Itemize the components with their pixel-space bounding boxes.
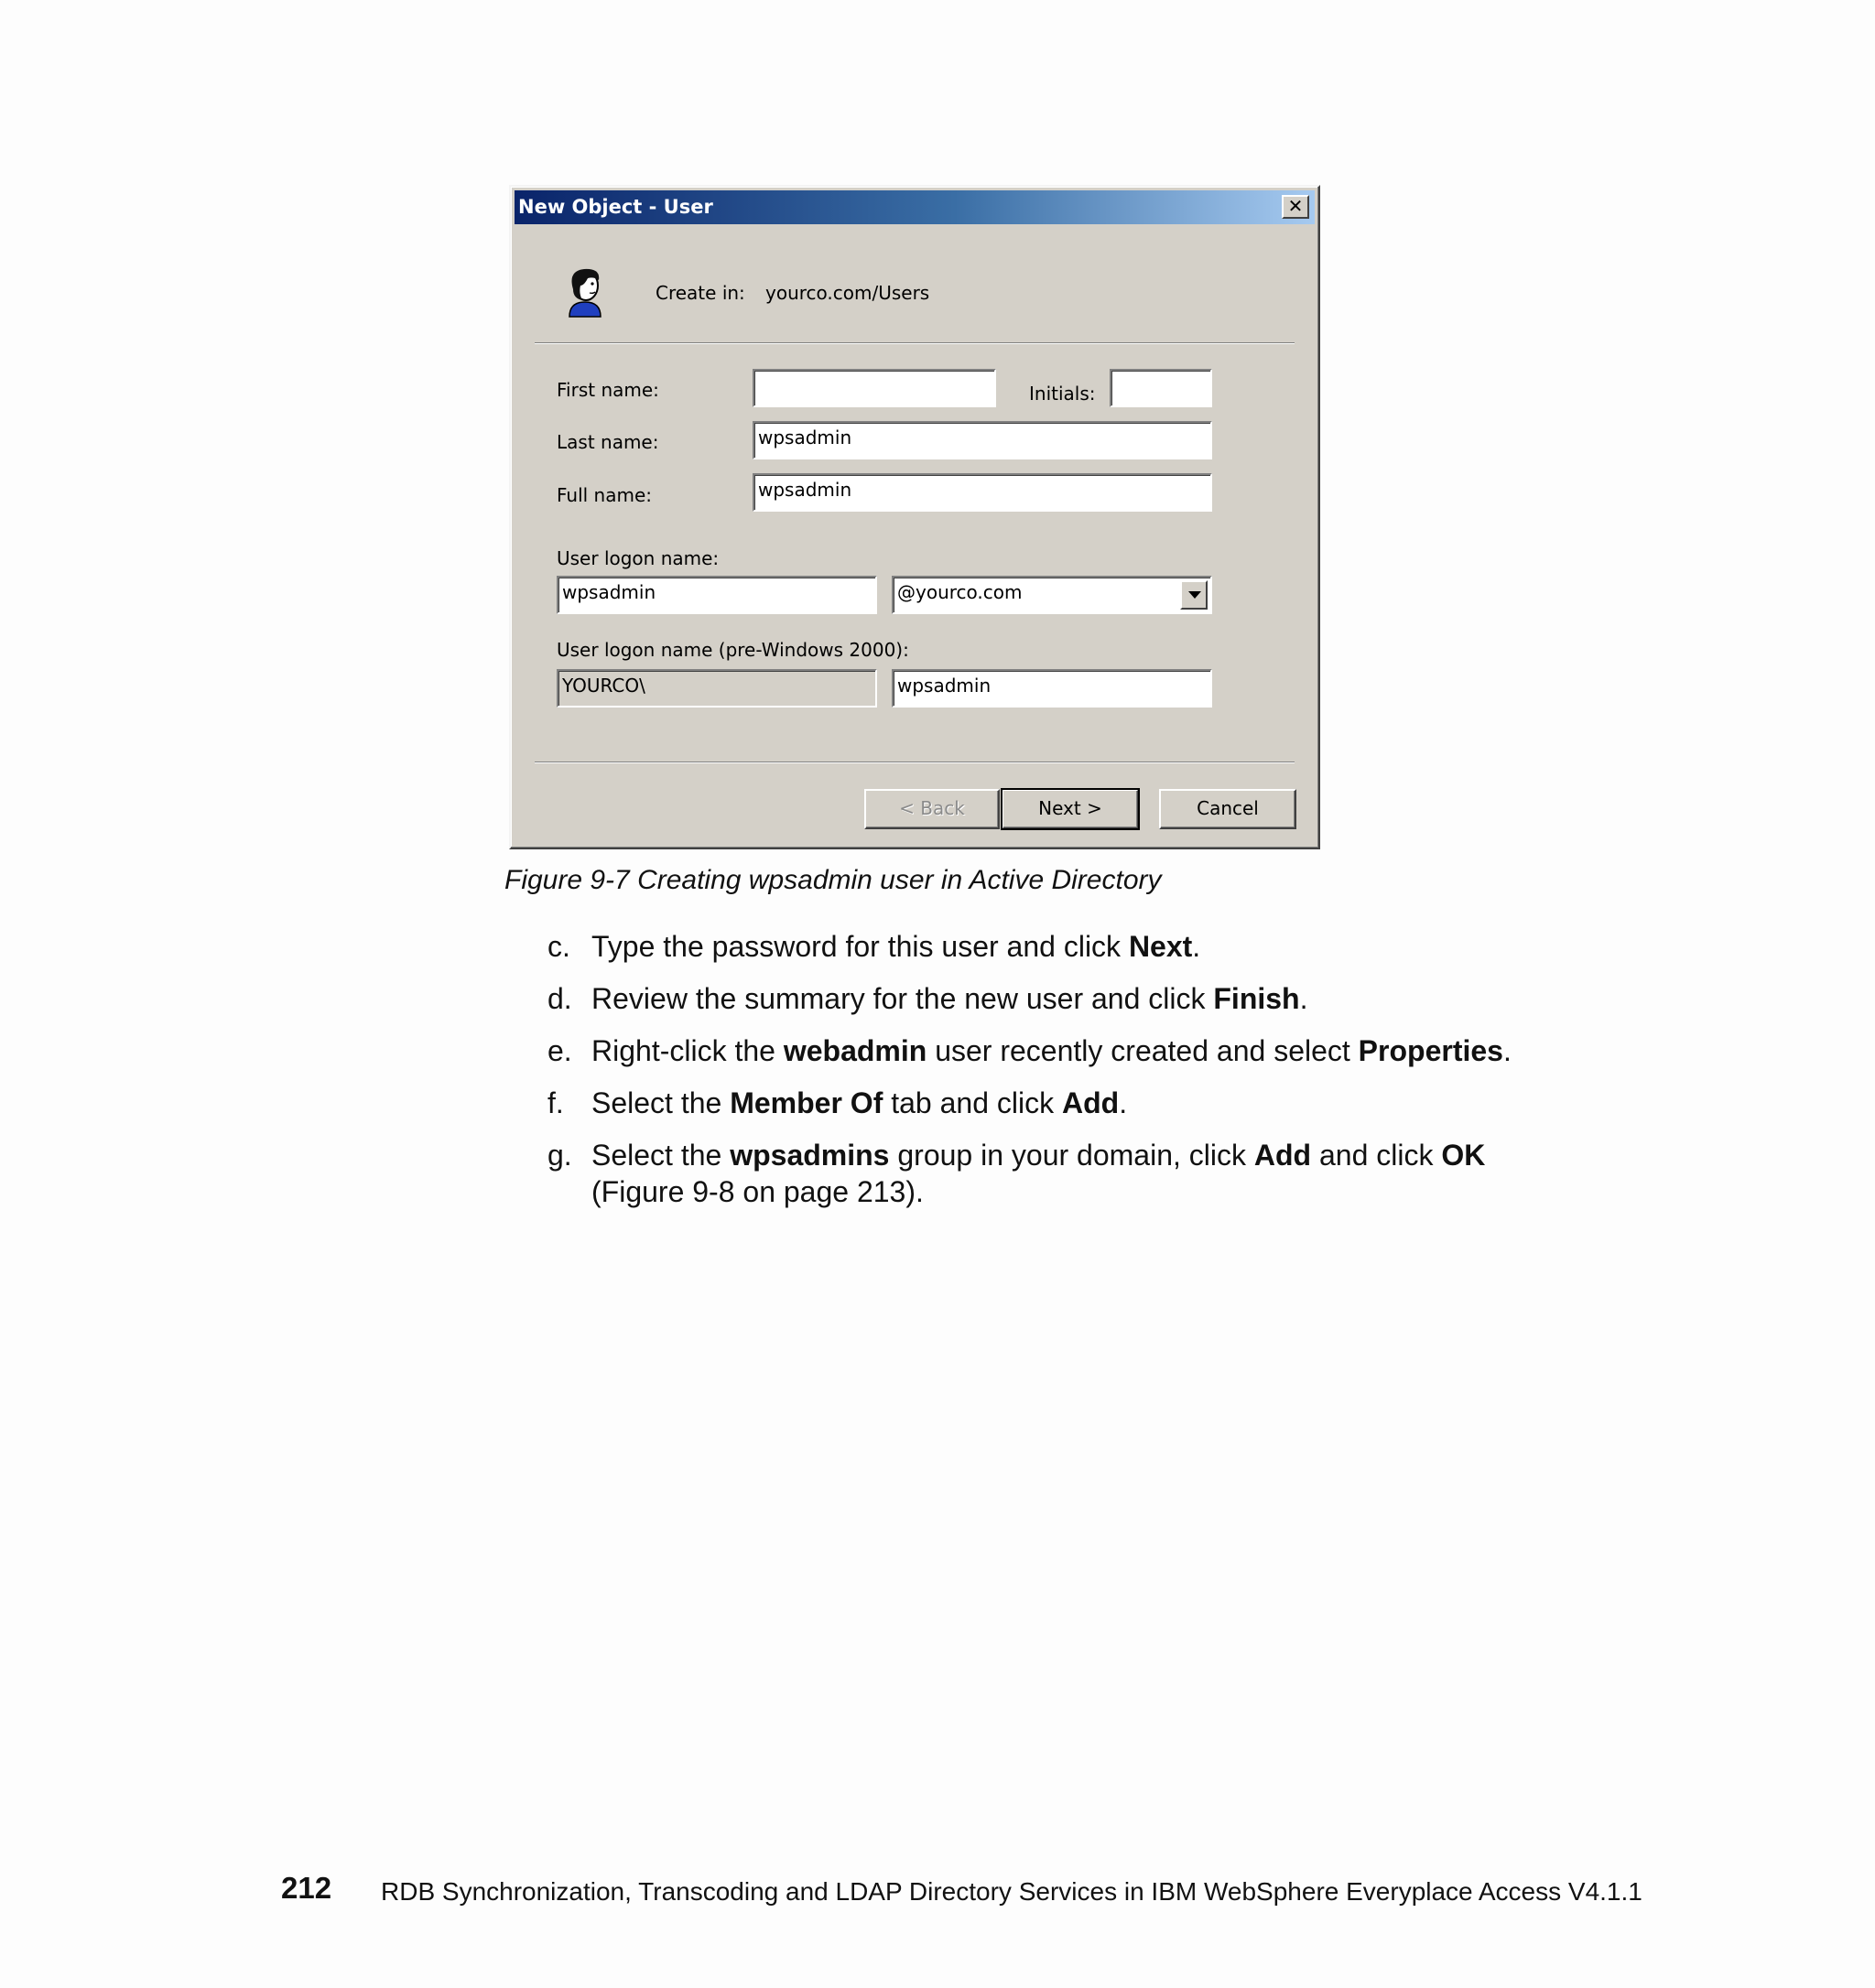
full-name-label: Full name: <box>557 484 653 506</box>
step-text: tab and click <box>883 1086 1062 1119</box>
step-bold-text: wpsadmins <box>730 1139 890 1172</box>
instruction-steps <box>547 928 1512 1226</box>
step-text: . <box>1119 1086 1128 1119</box>
pre2000-domain-field: YOURCO\ <box>557 669 877 708</box>
step-c <box>547 928 1512 965</box>
cancel-button[interactable]: Cancel <box>1159 789 1296 829</box>
step-text: . <box>1299 982 1308 1015</box>
step-g <box>547 1137 1512 1210</box>
step-bold-text: Properties <box>1358 1034 1503 1067</box>
new-object-user-dialog <box>509 185 1320 849</box>
pre2000-logon-field[interactable]: wpsadmin <box>892 669 1212 708</box>
create-in-value: yourco.com/Users <box>765 282 930 304</box>
step-text: Right-click the <box>591 1034 784 1067</box>
top-separator <box>535 342 1295 344</box>
step-text: user recently created and select <box>927 1034 1359 1067</box>
first-name-label: First name: <box>557 379 659 401</box>
step-letter: e. <box>547 1034 572 1067</box>
step-letter: d. <box>547 982 572 1015</box>
step-text: Type the password for this user and click <box>591 930 1129 963</box>
step-bold-text: OK <box>1441 1139 1486 1172</box>
logon-name-label: User logon name: <box>557 547 720 569</box>
back-button[interactable]: < Back <box>864 789 1000 829</box>
step-letter: f. <box>547 1086 564 1119</box>
step-text: . <box>1502 1034 1512 1067</box>
initials-label: Initials: <box>1029 383 1096 405</box>
step-letter: g. <box>547 1139 572 1172</box>
create-in-label: Create in: <box>656 282 745 304</box>
pre2000-label: User logon name (pre-Windows 2000): <box>557 639 909 661</box>
step-bold-text: Next <box>1128 930 1193 963</box>
close-icon[interactable]: ✕ <box>1282 195 1309 219</box>
dialog-title: New Object - User <box>518 196 713 218</box>
step-text: . <box>1192 930 1201 963</box>
step-bold-text: Add <box>1062 1086 1120 1119</box>
last-name-field[interactable]: wpsadmin <box>753 421 1212 459</box>
step-d <box>547 980 1512 1017</box>
page-number: 212 <box>281 1871 332 1905</box>
step-bold-text: Finish <box>1213 982 1300 1015</box>
book-title: RDB Synchronization, Transcoding and LDAP Directory Services in IBM WebSphere Everyplace Access V4.1.1 <box>381 1877 1642 1906</box>
figure-caption: Figure 9-7 Creating wpsadmin user in Active Directory <box>504 865 1162 895</box>
figure-reference-text: (Figure 9-8 on page 213). <box>591 1175 924 1208</box>
logon-name-field[interactable]: wpsadmin <box>557 576 877 614</box>
dialog-titlebar <box>515 190 1315 224</box>
domain-combo[interactable] <box>892 576 1212 614</box>
last-name-label: Last name: <box>557 431 659 453</box>
step-text: group in your domain, click <box>889 1139 1254 1172</box>
next-button[interactable]: Next > <box>1002 789 1139 829</box>
step-bold-text: Add <box>1253 1139 1312 1172</box>
step-bold-text: webadmin <box>783 1034 927 1067</box>
first-name-field[interactable] <box>753 369 996 407</box>
step-text: and click <box>1311 1139 1442 1172</box>
step-e <box>547 1032 1512 1069</box>
bottom-separator <box>535 762 1295 763</box>
user-object-icon <box>562 265 608 319</box>
step-bold-text: Member Of <box>730 1086 883 1119</box>
step-text: Review the summary for the new user and click <box>591 982 1214 1015</box>
step-f <box>547 1085 1512 1121</box>
initials-field[interactable] <box>1110 369 1212 407</box>
dropdown-arrow-icon[interactable] <box>1180 580 1208 610</box>
domain-combo-value: @yourco.com <box>897 581 1023 603</box>
step-text: Select the <box>591 1139 731 1172</box>
step-text: Select the <box>591 1086 731 1119</box>
full-name-field[interactable]: wpsadmin <box>753 473 1212 512</box>
step-letter: c. <box>547 930 570 963</box>
